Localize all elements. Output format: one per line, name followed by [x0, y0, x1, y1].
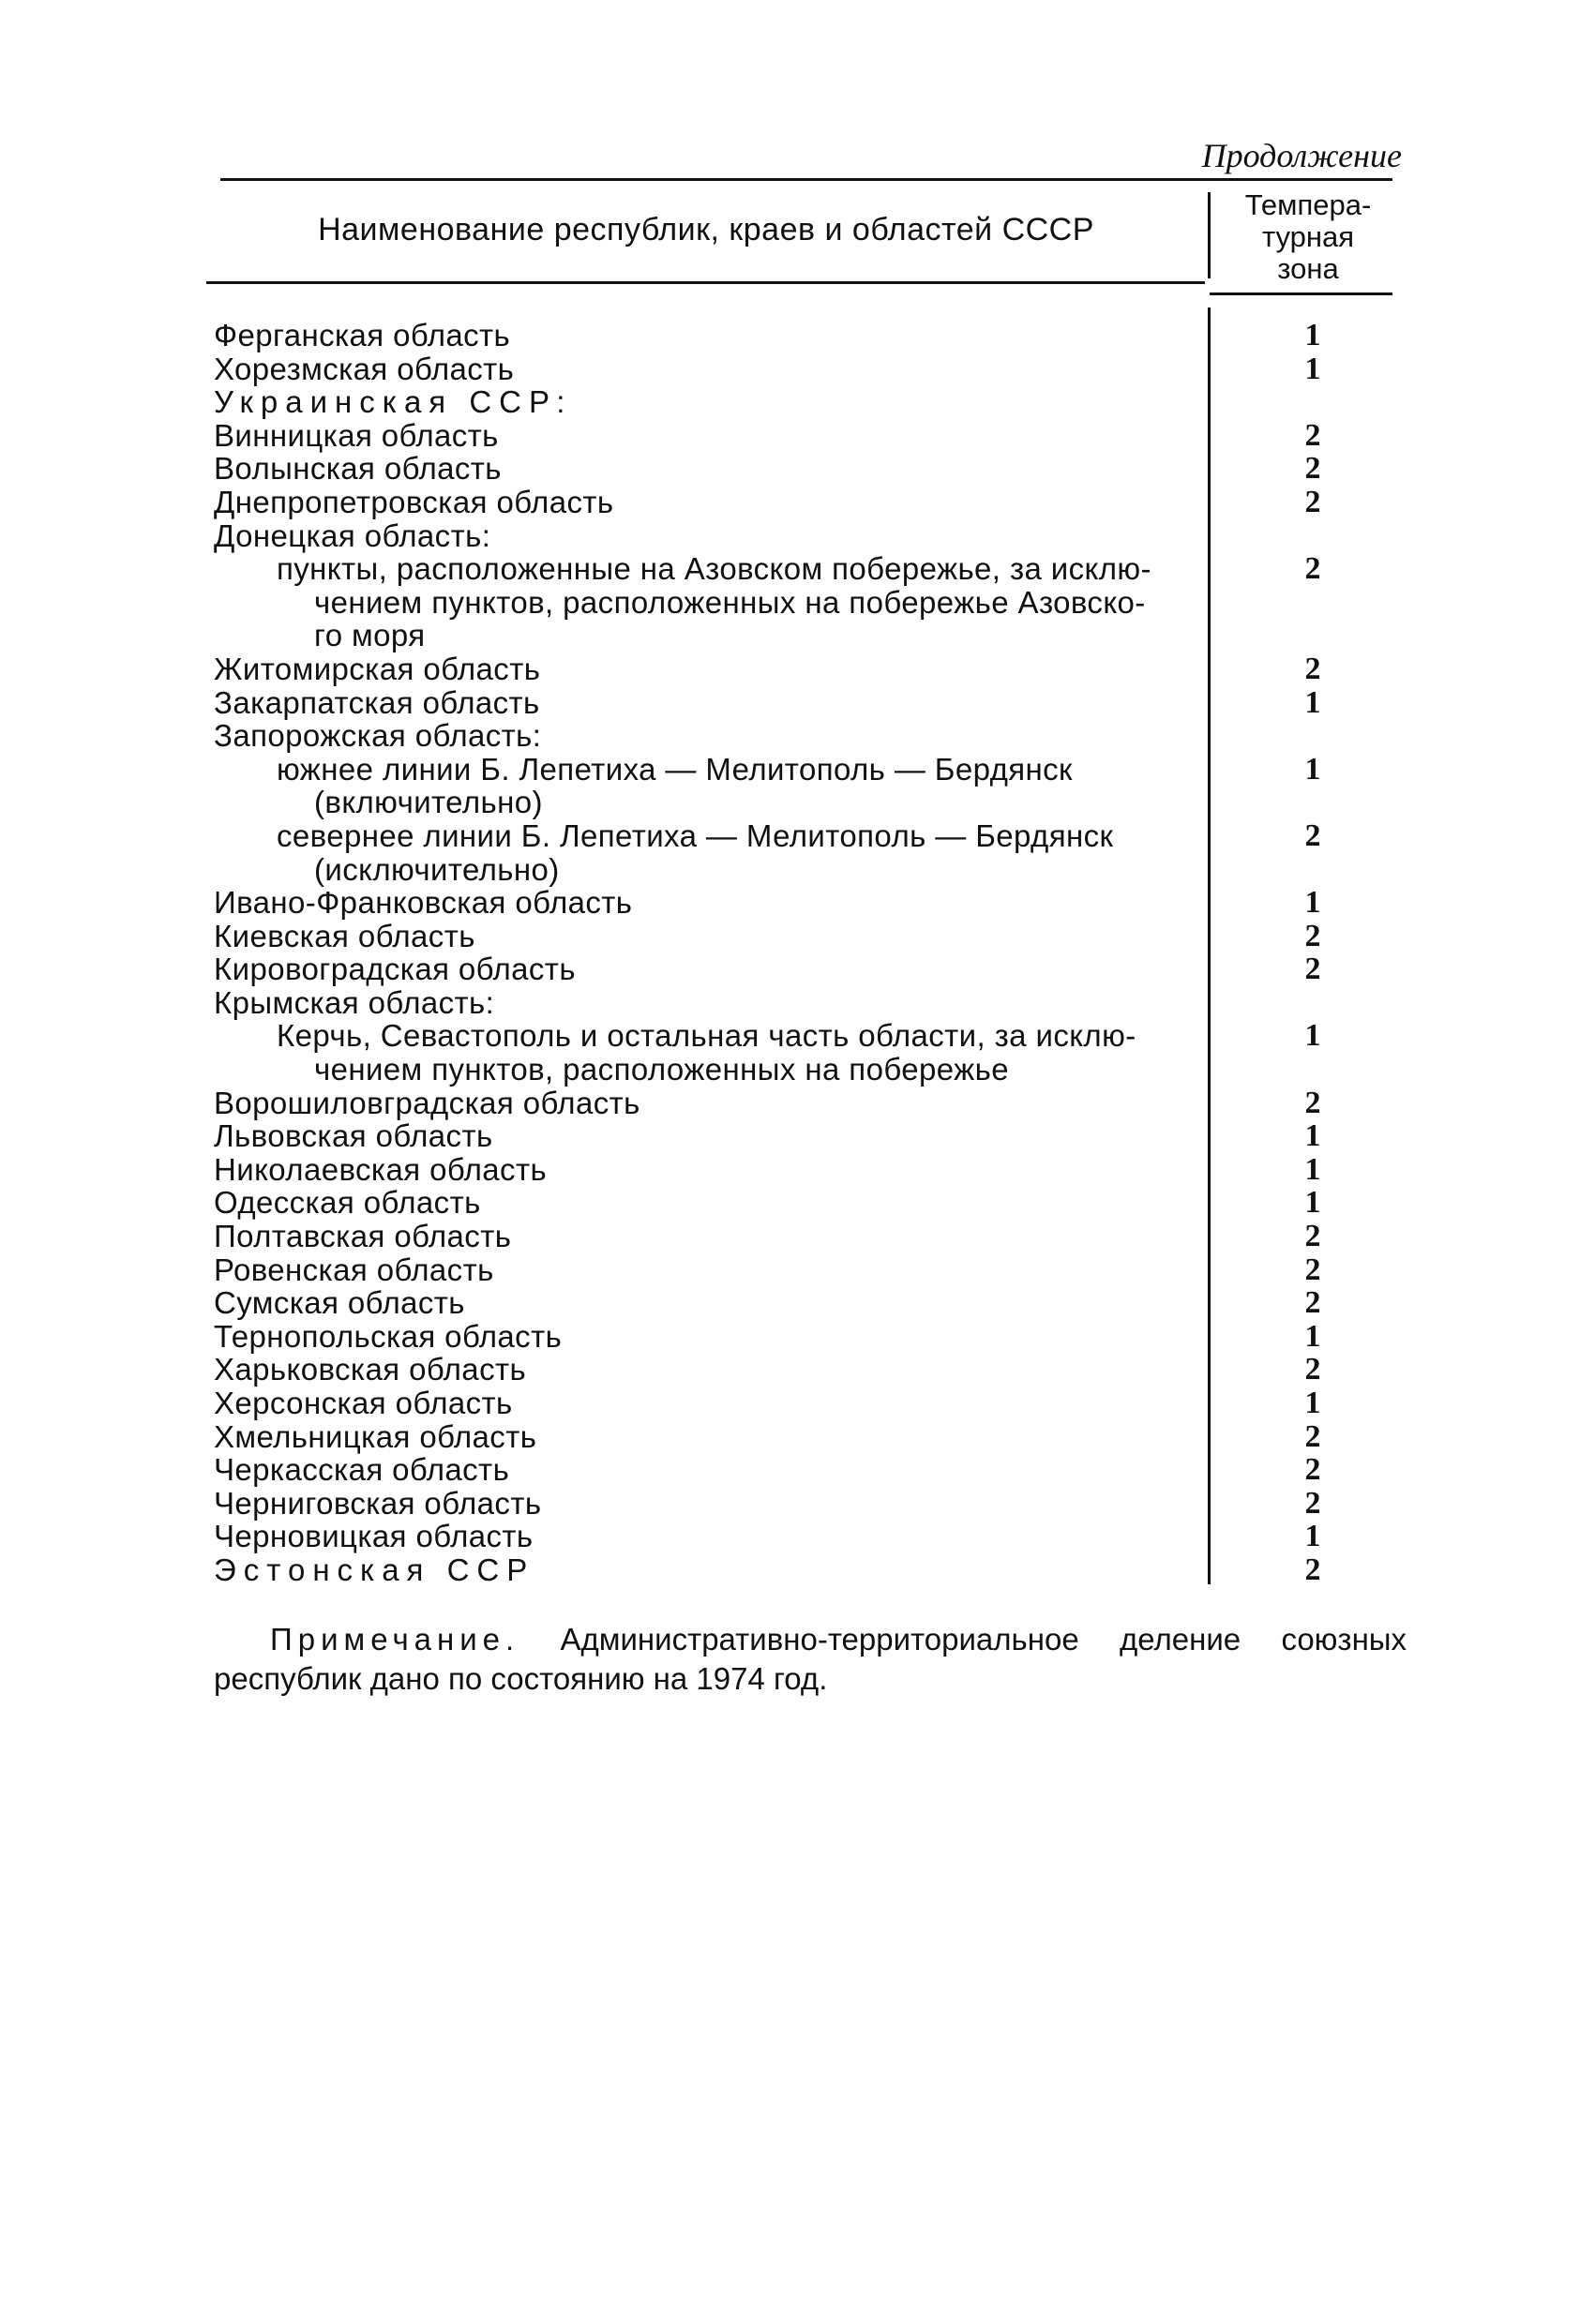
zone-value: 2: [1304, 952, 1321, 987]
zone-value: 2: [1304, 417, 1321, 453]
table-row: [0, 1220, 1595, 1253]
table-row: [0, 452, 1595, 486]
region-name: Одесская область: [214, 1185, 481, 1221]
header-column-divider: [1208, 192, 1211, 278]
region-name: Черкасская область: [214, 1452, 510, 1488]
zone-value: 2: [1304, 651, 1321, 686]
table-row: [0, 1019, 1595, 1086]
table-row: [0, 1320, 1595, 1354]
table-row: [0, 719, 1595, 753]
republic-name: Эстонская ССР: [214, 1552, 535, 1587]
table-row: [0, 419, 1595, 453]
region-name: Винницкая область: [214, 417, 499, 453]
table-row: [0, 1353, 1595, 1387]
table-row: [0, 352, 1595, 386]
region-name: Хмельницкая область: [214, 1418, 537, 1454]
region-name: Волынская область: [214, 451, 502, 487]
region-name: Закарпатская область: [214, 684, 540, 720]
zone-value: 1: [1304, 318, 1321, 352]
region-name: Днепропетровская область: [214, 484, 614, 519]
subregion-name: [277, 819, 1200, 886]
zone-value: 2: [1304, 1219, 1321, 1254]
header-zone-column: [1219, 189, 1397, 285]
footnote-label: Примечание.: [270, 1622, 520, 1657]
subregion-name: [277, 552, 1200, 652]
table-row: [0, 519, 1595, 553]
table-row: [0, 1253, 1595, 1287]
header-name-column: Наименование республик, краев и областей СССР: [318, 212, 1094, 247]
zone-value: 2: [1304, 817, 1321, 853]
zone-value: 1: [1304, 1151, 1321, 1187]
table-row: [0, 1153, 1595, 1187]
header-zone-line2: турная: [1261, 220, 1355, 253]
zone-value: 2: [1304, 1418, 1321, 1454]
table-row: [0, 1387, 1595, 1420]
zone-value: 1: [1304, 885, 1321, 921]
subregion-name: [277, 1019, 1200, 1086]
zone-value: 1: [1304, 1185, 1321, 1221]
table-row: [0, 319, 1595, 352]
table-row: [0, 1420, 1595, 1454]
subregion-line: чением пунктов, расположенных на побережье: [314, 1052, 1009, 1087]
subregion-line: пункты, расположенные на Азовском побережье, за исклю-: [277, 551, 1151, 587]
table-row: [0, 1186, 1595, 1220]
zone-value: 1: [1304, 1519, 1321, 1554]
region-name: Тернопольская область: [214, 1318, 563, 1354]
region-name: Львовская область: [214, 1118, 493, 1154]
table-row: [0, 1119, 1595, 1153]
table-row: [0, 753, 1595, 819]
zone-value: 2: [1304, 1252, 1321, 1287]
table-row: [0, 552, 1595, 652]
zone-value: 2: [1304, 484, 1321, 519]
table-row: [0, 819, 1595, 886]
table-row: [0, 1520, 1595, 1553]
zone-value: 1: [1304, 351, 1321, 386]
region-name: Черновицкая область: [214, 1519, 534, 1554]
table-row: [0, 986, 1595, 1020]
footnote-text: Административно-территориальное деление союзных республик дано по состоянию на 1974 год.: [214, 1622, 1407, 1696]
header-zone-line3: зона: [1277, 252, 1339, 285]
footnote: [214, 1620, 1407, 1699]
table-row: [0, 385, 1595, 419]
zone-value: 1: [1304, 1386, 1321, 1420]
zone-value: 2: [1304, 1352, 1321, 1387]
table-row: [0, 886, 1595, 920]
subregion-line: (включительно): [314, 785, 543, 820]
table-row: [0, 1487, 1595, 1521]
header-bottom-rule-right: [1210, 292, 1392, 295]
subregion-line: севернее линии Б. Лепетиха — Мелитополь — Бердянск: [277, 817, 1114, 853]
zone-value: 1: [1304, 1118, 1321, 1154]
subregion-line: (исключительно): [314, 851, 560, 887]
zone-value: 2: [1304, 1285, 1321, 1321]
region-name: Житомирская область: [214, 651, 541, 686]
region-name: Донецкая область:: [214, 517, 491, 553]
table-row: [0, 1286, 1595, 1320]
zone-value: 2: [1304, 918, 1321, 953]
table-row: [0, 652, 1595, 686]
table-row: [0, 1087, 1595, 1120]
region-name: Черниговская область: [214, 1485, 542, 1521]
region-name: Ворошиловградская область: [214, 1085, 640, 1120]
subregion-line: Керчь, Севастополь и остальная часть области, за исклю-: [277, 1018, 1136, 1054]
zone-value: 1: [1304, 751, 1321, 787]
region-name: Хорезмская область: [214, 351, 515, 386]
region-name: Херсонская область: [214, 1386, 513, 1420]
table-body: [0, 319, 1595, 1587]
region-name: Ивано-Франковская область: [214, 885, 633, 921]
zone-value: 1: [1304, 1018, 1321, 1054]
zone-value: 1: [1304, 684, 1321, 720]
region-name: Харьковская область: [214, 1352, 527, 1387]
region-name: Запорожская область:: [214, 718, 542, 754]
region-name: Крымская область:: [214, 984, 495, 1020]
zone-value: 2: [1304, 451, 1321, 487]
region-name: Ферганская область: [214, 318, 511, 352]
region-name: Ровенская область: [214, 1252, 494, 1287]
continued-label: Продолжение: [1201, 137, 1402, 174]
subregion-line: го моря: [314, 618, 426, 653]
table-row: [0, 1553, 1595, 1587]
table-row: [0, 952, 1595, 986]
republic-name: Украинская ССР:: [214, 384, 573, 420]
header-zone-line1: Темпера-: [1244, 188, 1372, 221]
region-name: Кировоградская область: [214, 952, 576, 987]
table-row: [0, 686, 1595, 720]
region-name: Сумская область: [214, 1285, 465, 1321]
subregion-line: чением пунктов, расположенных на побережье Азовско-: [314, 584, 1146, 620]
subregion-name: [277, 753, 1200, 819]
region-name: Полтавская область: [214, 1219, 512, 1254]
subregion-line: южнее линии Б. Лепетиха — Мелитополь — Бердянск: [277, 751, 1073, 787]
table-row: [0, 920, 1595, 953]
table-top-rule: [220, 178, 1392, 181]
header-bottom-rule: [206, 281, 1205, 284]
zone-value: 1: [1304, 1318, 1321, 1354]
region-name: Киевская область: [214, 918, 475, 953]
zone-value: 2: [1304, 1452, 1321, 1488]
zone-value: 2: [1304, 551, 1321, 587]
region-name: Николаевская область: [214, 1151, 548, 1187]
table-row: [0, 486, 1595, 519]
zone-value: 2: [1304, 1485, 1321, 1521]
table-row: [0, 1453, 1595, 1487]
zone-value: 2: [1304, 1085, 1321, 1120]
zone-value: 2: [1304, 1552, 1321, 1587]
